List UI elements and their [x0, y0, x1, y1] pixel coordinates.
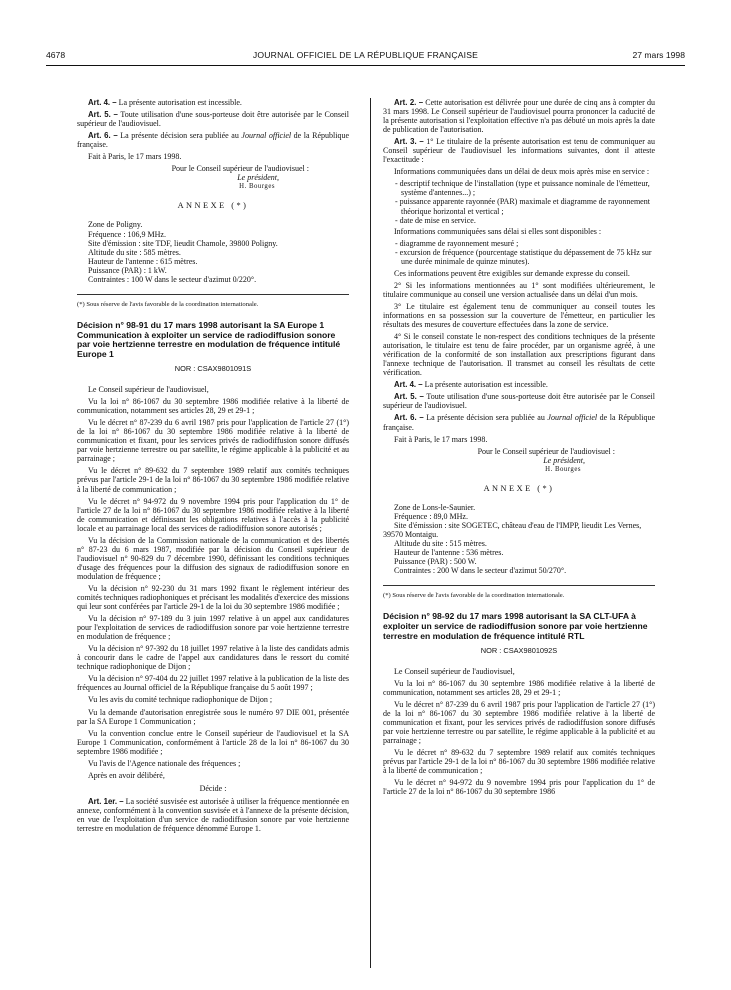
decision-title: Décision n° 98-91 du 17 mars 1998 autorisant la SA Europe 1 Communication à exploiter un service de radiodiffusion sonore par voie hertzienne terrestre en modulation de fréquence intitulé Europe 1: [77, 319, 341, 360]
fait-a-paris: Fait à Paris, le 17 mars 1998.: [394, 434, 488, 444]
info-delay-item: - date de mise en service.: [395, 215, 476, 225]
annexe-list: [383, 503, 655, 575]
info-delay-heading: Informations communiquées dans un délai de deux mois après mise en service :: [394, 167, 650, 177]
annexe-line: Puissance (PAR) : 1 kW.: [88, 265, 167, 275]
info-nodelay-item: - excursion de fréquence (pourcentage statistique du dépassement de 75 kHz sur une durée minimale de quinze minutes).: [395, 247, 652, 266]
annexe-line: Puissance (PAR) : 500 W.: [394, 557, 477, 567]
info-nodelay-heading: Informations communiquées sans délai si elles sont disponibles :: [394, 226, 602, 236]
annexe-line: Site d'émission : site SOGETEC, château d'eau de l'IMPP, lieudit Les Vernes, 39570 Montaigu.: [383, 520, 642, 539]
body-paragraph: 3° Le titulaire est également tenu de communiquer au conseil toutes les informations en sa possession sur la couverture de l'émetteur, en particulier les résultats des mesures de couverture effectuées dans la zone de service.: [383, 301, 655, 330]
signature-name: H. Bourges: [239, 183, 275, 191]
right-column: [383, 98, 655, 799]
body-paragraph: Après en avoir délibéré,: [88, 770, 165, 780]
signature-name: H. Bourges: [545, 465, 581, 473]
footnote-rule: [77, 294, 349, 295]
nor-reference: NOR : CSAX9801091S: [174, 363, 252, 373]
body-paragraph: Ces informations peuvent être exigibles sur demande expresse du conseil.: [394, 268, 630, 278]
body-paragraph: Vu la demande d'autorisation enregistrée sous le numéro 97 DIE 001, présentée par la SA Europe 1 Communication ;: [77, 707, 349, 726]
annexe-line: Zone de Lons-le-Saunier.: [394, 502, 476, 512]
footnote: (*) Sous réserve de l'avis favorable de la coordination internationale.: [77, 300, 259, 308]
annexe-line: Zone de Poligny.: [88, 220, 143, 230]
annexe-list: [77, 220, 349, 283]
article-4: Art. 4. – La présente autorisation est incessible.: [394, 380, 548, 390]
signature-president: Le président,: [237, 173, 279, 183]
body-paragraph: Vu la loi n° 86-1067 du 30 septembre 1986 modifiée relative à la liberté de communication, notamment ses articles 28, 29 et 29-1 ;: [77, 397, 349, 416]
body-paragraph: Vu la décision n° 97-392 du 18 juillet 1997 relative à la liste des candidats admis à concourir dans le cadre de l'appel aux candidatures dans le ressort du comité technique radiophonique de Dijon ;: [77, 644, 349, 672]
body-paragraph: Vu le décret n° 94-972 du 9 novembre 1994 pris pour l'application du 1° de l'article 27 de la loi n° 86-1067 du 30 septembre 1986: [383, 778, 655, 797]
body-paragraph: Vu le décret n° 87-239 du 6 avril 1987 pris pour l'application de l'article 27 (1°) de la loi n° 86-1067 du 30 septembre 1986 modifiée relative à la liberté de communication et fixant, pour les services privés de radiodiffusion sonore diffusés par voie hertzienne terrestre ou par satellite, le régime applicable à la publicité et au parrainage ;: [383, 699, 655, 745]
body-paragraph: Vu l'avis de l'Agence nationale des fréquences ;: [88, 758, 241, 768]
signature-president: Le président,: [543, 455, 585, 465]
article-5: Art. 5. – Toute utilisation d'une sous-porteuse doit être autorisée par le Conseil supérieur de l'audiovisuel.: [77, 110, 349, 129]
signature-pour: Pour le Conseil supérieur de l'audiovisuel :: [477, 446, 615, 456]
issue-date: 27 mars 1998: [632, 50, 685, 60]
journal-title: JOURNAL OFFICIEL DE LA RÉPUBLIQUE FRANÇAISE: [252, 50, 479, 60]
body-paragraph: 4° Si le conseil constate le non-respect des conditions techniques de la présente autorisation, le titulaire est tenu de faire procéder, par un organisme agréé, à une vérification de la conformité de son installation aux prescriptions figurant dans l'annexe technique de l'autorisation. Il transmet au conseil les résultats de cette vérification.: [383, 332, 655, 378]
decision-title: Décision n° 98-92 du 17 mars 1998 autorisant la SA CLT-UFA à exploiter un service de radiodiffusion sonore par voie hertzienne terrestre en modulation de fréquence intitulé RTL: [383, 611, 648, 641]
page-header: [46, 50, 685, 64]
article-3: Art. 3. – 1° Le titulaire de la présente autorisation est tenu de communiquer au Conseil supérieur de l'audiovisuel les informations suivantes, dont il atteste l'exactitude :: [383, 137, 655, 165]
annexe-title: ANNEXE (*): [177, 201, 249, 211]
page-number: 4678: [46, 50, 66, 60]
annexe-line: Contraintes : 200 W dans le secteur d'azimut 50/270°.: [394, 566, 567, 576]
nor-reference: NOR : CSAX9801092S: [480, 645, 558, 655]
body-paragraph: Vu la décision n° 97-189 du 3 juin 1997 relative à un appel aux candidatures pour l'exploitation de services de radiodiffusion sonore par voie hertzienne terrestre en modulation de fréquence ;: [77, 614, 349, 642]
body-paragraph: Vu la décision n° 92-230 du 31 mars 1992 fixant le règlement intérieur des comités techniques radiophoniques et précisant les modalités d'exercice des missions qui leur sont conférées par l'article 29-1 de la loi du 30 septembre 1986 modifiée ;: [77, 583, 349, 612]
info-delay-item: - puissance apparente rayonnée (PAR) maximale et diagramme de rayonnement théorique horizontal et vertical ;: [395, 197, 650, 216]
header-rule: [46, 65, 685, 66]
article-4: Art. 4. – La présente autorisation est incessible.: [88, 98, 242, 107]
info-nodelay-item: - diagramme de rayonnement mesuré ;: [395, 238, 519, 248]
article-6: Art. 6. – La présente décision sera publiée au Journal officiel de la République française.: [77, 131, 349, 150]
article-2: Art. 2. – Cette autorisation est délivrée pour une durée de cinq ans à compter du 31 mars 1998. Le Conseil supérieur de l'audiovisuel pourra prononcer la caducité de la présente autorisation si l'exploitation effective n'a pas débuté un mois après la date de publication de l'autorisation.: [383, 98, 655, 135]
body-paragraph: Vu les avis du comité technique radiophonique de Dijon ;: [88, 695, 273, 705]
annexe-line: Site d'émission : site TDF, lieudit Chamole, 39800 Poligny.: [88, 238, 278, 248]
body-paragraph: Le Conseil supérieur de l'audiovisuel,: [88, 385, 209, 395]
body-paragraph: 2° Si les informations mentionnées au 1° sont modifiées ultérieurement, le titulaire communique au conseil une version actualisée dans un délai d'un mois.: [383, 280, 655, 299]
body-paragraph: Vu la décision de la Commission nationale de la communication et des libertés n° 87-23 du 6 mars 1987, modifiée par la décision du Conseil supérieur de l'audiovisuel n° 90-829 du 7 décembre 1990, définissant les conditions techniques d'usage des fréquences pour la diffusion des signaux de radiodiffusion sonore en modulation de fréquence ;: [77, 535, 349, 581]
annexe-title: ANNEXE (*): [483, 483, 555, 493]
article-5: Art. 5. – Toute utilisation d'une sous-porteuse doit être autorisée par le Conseil supérieur de l'audiovisuel.: [383, 392, 655, 411]
body-paragraph: Vu la décision n° 97-404 du 22 juillet 1997 relative à la publication de la liste des fréquences au Journal officiel de la République française du 5 août 1997 ;: [77, 674, 349, 693]
body-paragraph: Vu le décret n° 94-972 du 9 novembre 1994 pris pour l'application du 1° de l'article 27 de la loi n° 86-1067 du 30 septembre 1986 modifiée relative à la liberté de communication et définissant les obligations relatives à l'accès à la publicité locale et au parrainage local des services de radiodiffusion sonore autorisés ;: [77, 496, 349, 533]
column-divider: [370, 98, 371, 968]
body-paragraph: Le Conseil supérieur de l'audiovisuel,: [394, 666, 515, 676]
fait-a-paris: Fait à Paris, le 17 mars 1998.: [88, 152, 182, 162]
annexe-line: Fréquence : 106,9 MHz.: [88, 229, 166, 239]
body-paragraph: Vu la loi n° 86-1067 du 30 septembre 1986 modifiée relative à la liberté de communication, notamment ses articles 28, 29 et 29-1 ;: [383, 678, 655, 697]
decide-heading: Décide :: [199, 783, 227, 793]
annexe-line: Contraintes : 100 W dans le secteur d'azimut 0/220°.: [88, 274, 257, 284]
article-6: Art. 6. – La présente décision sera publiée au Journal officiel de la République française.: [383, 413, 655, 432]
body-paragraph: Vu le décret n° 87-239 du 6 avril 1987 pris pour l'application de l'article 27 (1°) de la loi n° 86-1067 du 30 septembre 1986 modifiée relative à la liberté de communication et fixant, pour les services privés de radiodiffusion sonore diffusés par voie hertzienne terrestre ou par satellite, le régime applicable à la publicité et au parrainage ;: [77, 418, 349, 464]
annexe-line: Hauteur de l'antenne : 536 mètres.: [394, 548, 504, 558]
body-paragraph: Vu la convention conclue entre le Conseil supérieur de l'audiovisuel et la SA Europe 1 Communication, conformément à l'article 28 de la loi n° 86-1067 du 30 septembre 1986 modifiée ;: [77, 728, 349, 756]
signature-pour: Pour le Conseil supérieur de l'audiovisuel :: [171, 164, 309, 174]
left-column: [77, 98, 349, 836]
footnote: (*) Sous réserve de l'avis favorable de la coordination internationale.: [383, 592, 565, 600]
annexe-line: Altitude du site : 515 mètres.: [394, 538, 487, 548]
annexe-line: Altitude du site : 585 mètres.: [88, 247, 181, 257]
footnote-rule: [383, 585, 655, 586]
article-1: Art. 1er. – La société susvisée est autorisée à utiliser la fréquence mentionnée en annexe, conformément à la convention susvisée et à l'annexe de la présente décision, en vue de l'exploitation d'un service de radiodiffusion sonore par voie hertzienne terrestre en modulation de fréquence dénommé Europe 1.: [77, 796, 349, 834]
annexe-line: Hauteur de l'antenne : 615 mètres.: [88, 256, 198, 266]
annexe-line: Fréquence : 89,0 MHz.: [394, 511, 468, 521]
body-paragraph: Vu le décret n° 89-632 du 7 septembre 1989 relatif aux comités techniques prévus par l'article 29-1 de la loi n° 86-1067 du 30 septembre 1986 modifiée relative à la liberté de communication ;: [383, 747, 655, 776]
body-paragraph: Vu le décret n° 89-632 du 7 septembre 1989 relatif aux comités techniques prévus par l'article 29-1 de la loi n° 86-1067 du 30 septembre 1986 modifiée relative à la liberté de communication ;: [77, 466, 349, 494]
info-delay-item: - descriptif technique de l'installation (type et puissance nominale de l'émetteur, système d'antennes...) ;: [395, 179, 650, 198]
